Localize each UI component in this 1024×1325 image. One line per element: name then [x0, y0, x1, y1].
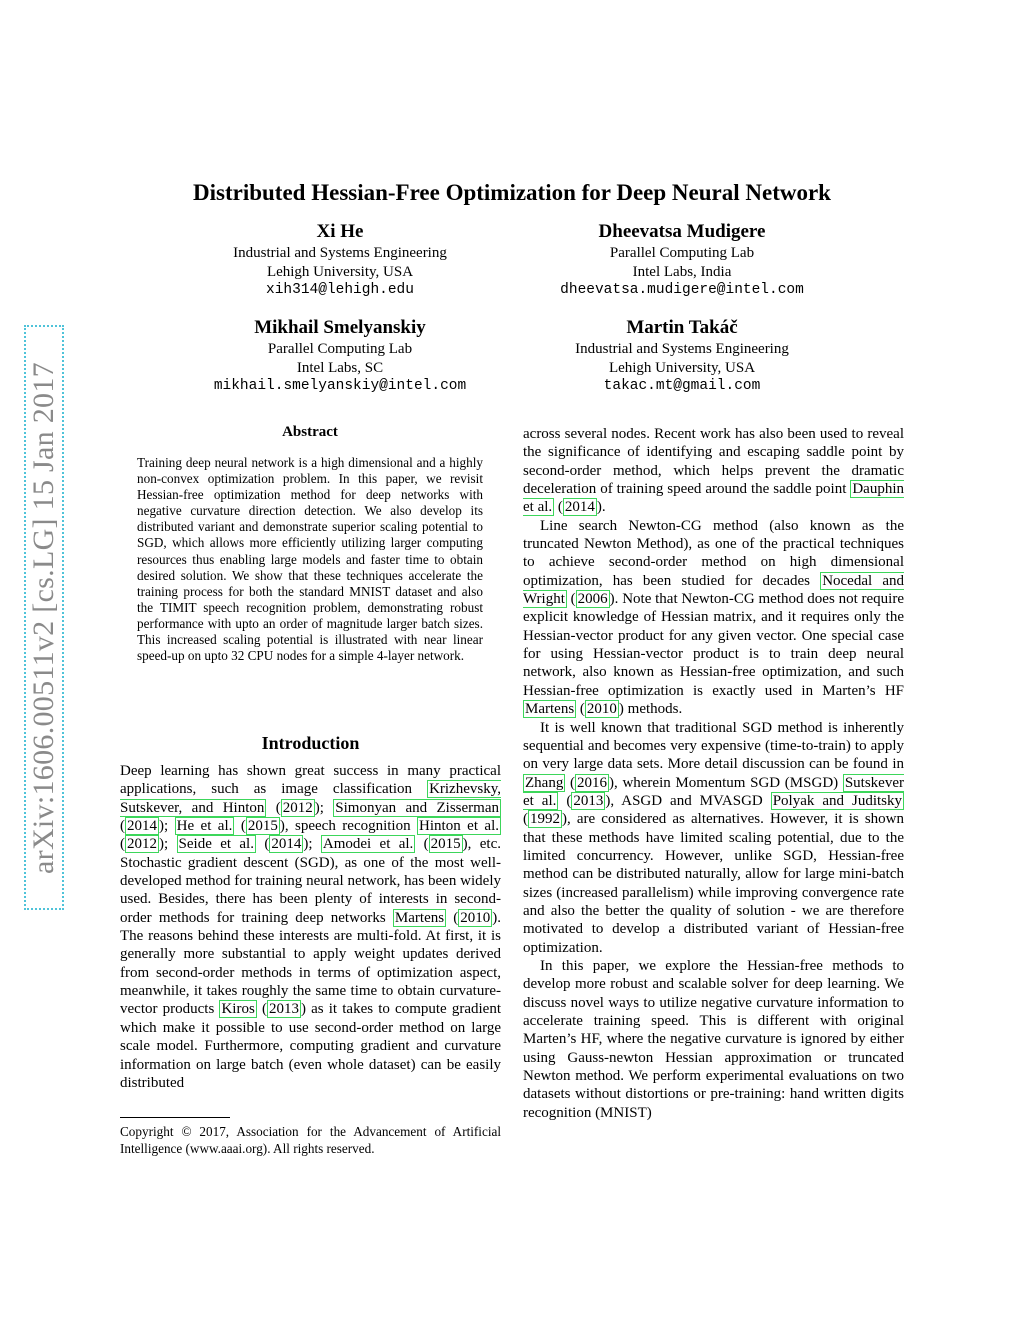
citation-link[interactable]: Simonyan and Zisserman: [335, 799, 499, 816]
text-run: (: [255, 836, 270, 853]
paragraph: [523, 517, 904, 719]
text-run: (: [120, 836, 125, 853]
text-run: ).: [596, 499, 606, 516]
citation-link[interactable]: He et al.: [176, 818, 233, 835]
citation-link[interactable]: Dauphin et al.: [523, 481, 904, 516]
paper-title: Distributed Hessian-Free Optimization for Deep Neural Network: [193, 180, 831, 205]
citation-link[interactable]: Amodei et al.: [322, 836, 414, 853]
author-name: Xi He: [316, 221, 364, 242]
citation-link[interactable]: Hinton et al.: [419, 818, 500, 835]
author-block: [160, 220, 520, 300]
citation-year-link[interactable]: 2010: [586, 701, 617, 718]
introduction-heading: Introduction: [261, 733, 360, 753]
author-affiliation: Intel Labs, India: [632, 263, 732, 280]
author-affiliation: Intel Labs, SC: [296, 359, 384, 376]
introduction-body: [120, 762, 501, 1092]
arxiv-sidebar: [24, 325, 64, 910]
citation-year-link[interactable]: 2015: [430, 836, 461, 853]
text-run: (: [256, 1001, 267, 1018]
text-run: );: [159, 818, 175, 835]
text-run: ), speech recognition: [279, 818, 418, 835]
citation-link[interactable]: Seide et al.: [178, 836, 254, 853]
citation-year-link[interactable]: 2012: [282, 799, 313, 816]
citation-year-link[interactable]: 2014: [127, 818, 157, 835]
author-affiliation: Lehigh University, USA: [608, 359, 756, 376]
author-name: Dheevatsa Mudigere: [598, 221, 766, 242]
author-block: [502, 220, 862, 300]
citation-year-link[interactable]: 2015: [247, 818, 278, 835]
citation-link[interactable]: Nocedal and Wright: [523, 572, 904, 608]
text-run: );: [303, 836, 321, 853]
citation-year-link[interactable]: 2013: [268, 1001, 299, 1018]
citation-link[interactable]: Krizhevsky, Sutskever, and Hinton: [120, 781, 501, 816]
text-run: ), etc. Stochastic gradient descent (SGD), as one of the most well-developed method for training neural network, has been widely used. Besides, there has been plenty of interests in second-order methods for training deep networks: [120, 836, 501, 926]
citation-link[interactable]: Martens: [394, 909, 445, 926]
arxiv-id-label: arXiv:1606.00511v2 [cs.LG] 15 Jan 2017: [27, 361, 61, 874]
author-email[interactable]: takac.mt@gmail.com: [603, 378, 761, 394]
text-run: (: [566, 591, 576, 608]
text-run: (: [234, 818, 246, 835]
footnote-rule: [120, 1117, 230, 1118]
author-block: [160, 316, 520, 396]
copyright-footnote: Copyright © 2017, Association for the Advancement of Artificial Intelligence (www.aaai.org). All rights reserved.: [120, 1124, 501, 1156]
citation-year-link[interactable]: 2013: [573, 792, 604, 809]
paragraph: [523, 425, 904, 517]
text-run: (: [120, 818, 125, 835]
text-run: (: [266, 799, 281, 816]
author-email[interactable]: dheevatsa.mudigere@intel.com: [560, 282, 804, 298]
text-run: ) methods.: [618, 701, 683, 718]
text-run: );: [159, 836, 177, 853]
text-run: (: [558, 792, 572, 809]
author-email[interactable]: xih314@lehigh.edu: [266, 282, 414, 298]
text-run: (: [523, 811, 528, 828]
text-run: Deep learning has shown great success in many practical applications, such as image classification: [120, 763, 501, 798]
author-affiliation: Industrial and Systems Engineering: [575, 341, 789, 357]
author-affiliation: Industrial and Systems Engineering: [233, 245, 447, 261]
citation-year-link[interactable]: 2012: [127, 836, 157, 853]
citation-link[interactable]: Zhang: [525, 774, 564, 791]
author-affiliation: Parallel Computing Lab: [267, 341, 413, 357]
citation-link[interactable]: Martens: [525, 701, 575, 718]
text-run: (: [446, 909, 459, 926]
citation-link[interactable]: Polyak and Juditsky: [772, 792, 902, 809]
paragraph: [523, 719, 904, 957]
text-run: ). Note that Newton-CG method does not require explicit knowledge of Hessian matrix, and it requires only the Hessian-vector product for any given vector. One special case for using Hessian-vector product is to train deep neural network, also known as Hessian-free optimization, and such Hessian-free optimization is exactly used in Marten’s HF: [523, 591, 904, 699]
right-column-body: [523, 425, 904, 1122]
citation-year-link[interactable]: 2014: [271, 836, 302, 853]
citation-year-link[interactable]: 2014: [564, 499, 595, 516]
text-run: (: [554, 499, 563, 516]
author-affiliation: Parallel Computing Lab: [609, 245, 755, 261]
author-name: Mikhail Smelyanskiy: [254, 317, 426, 338]
text-run: across several nodes. Recent work has also been used to reveal the significance of identifying and escaping saddle point by second-order method, which helps prevent the dramatic deceleration of training speed around the saddle point: [523, 426, 904, 498]
text-run: ), ASGD and MVASGD: [605, 792, 771, 809]
author-email[interactable]: mikhail.smelyanskiy@intel.com: [213, 378, 467, 394]
text-run: Line search Newton-CG method (also known as the truncated Newton Method), as one of the practical techniques to achieve second-order method on high dimensional optimization, has been studied for decades: [523, 517, 904, 589]
text-run: );: [314, 799, 334, 816]
text-run: ) as it takes to compute gradient which make it possible to use second-order method on large scale model. Furthermore, computing gradient and curvature information on large batch (even whole dataset) can be easily distributed: [120, 1001, 501, 1091]
paragraph: In this paper, we explore the Hessian-free methods to develop more robust and scalable solver for deep learning. We discuss novel ways to utilize negative curvature information to accelerate training speed. This is different with original Marten’s HF, where the negative curvature is ignored by either using Gauss-newton Hessian approximation or truncated Newton method. We perform experimental evaluations on two datasets without distortions or pre-training: hand written digits recognition (MNIST): [523, 957, 904, 1121]
author-name: Martin Takáč: [626, 317, 738, 338]
text-run: (: [576, 701, 585, 718]
text-run: ), are considered as alternatives. However, it is shown that these methods have limited scaling potential, due to the limited concurrency. However, unlike SGD, Hessian-free method can be distributed naturally, allow for large mini-batch sizes (increased parallelism) while improving convergence rate and also the better the quality of solution - we are therefore motivated to develop a distributed variant of Hessian-free optimization.: [523, 811, 904, 956]
text-run: (: [565, 774, 576, 791]
citation-year-link[interactable]: 2006: [577, 591, 608, 608]
author-block: [502, 316, 862, 396]
citation-year-link[interactable]: 1992: [530, 811, 560, 828]
text-run: (: [415, 836, 429, 853]
citation-link[interactable]: Kiros: [221, 1001, 255, 1018]
author-affiliation: Lehigh University, USA: [266, 263, 414, 280]
text-run: It is well known that traditional SGD method is inherently sequential and becomes very expensive (time-to-train) to apply on very large data sets. More detail discussion can be found in: [523, 719, 904, 773]
text-run: ), wherein Momentum SGD (MSGD): [609, 774, 843, 791]
paragraph: [120, 762, 501, 1092]
citation-link[interactable]: Sutskever et al.: [523, 774, 904, 809]
abstract-text: Training deep neural network is a high dimensional and a highly non-convex optimization problem. In this paper, we revisit Hessian-free optimization method for deep networks with negative curvature direction detection. We also develop its distributed variant and demonstrate superior scaling potential to SGD, which allows more efficiently utilizing larger computing resources thus enabling large models and faster time to obtain desired solution. We show that these techniques accelerate the training process for both the standard MNIST dataset and also the TIMIT speech recognition problem, demonstrating robust performance with upto an order of magnitude larger batch sizes. This increased scaling potential is illustrated with near linear speed-up on upto 32 CPU nodes for a simple 4-layer network.: [137, 455, 483, 664]
citation-year-link[interactable]: 2016: [577, 774, 608, 791]
citation-year-link[interactable]: 2010: [460, 909, 491, 926]
abstract-heading: Abstract: [282, 424, 338, 440]
text-run: ). The reasons behind these interests are multi-fold. At first, it is generally more substantial to apply weight updates derived from second-order methods in terms of optimization aspect, meanwhile, it takes roughly the same time to obtain curvature-vector products: [120, 909, 501, 1018]
